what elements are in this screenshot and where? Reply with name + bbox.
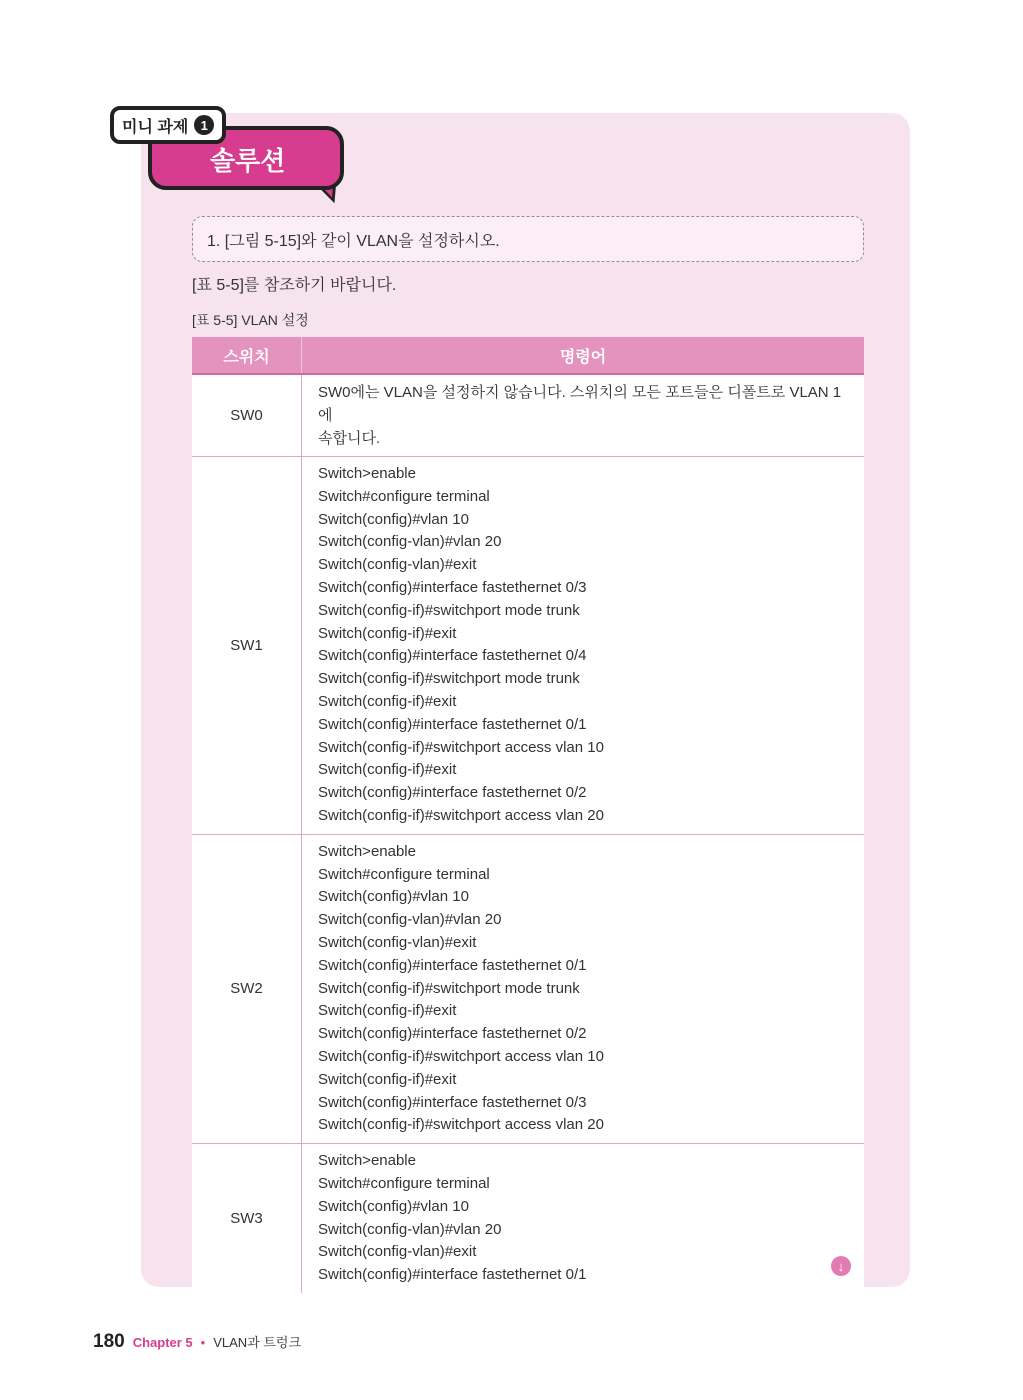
table-header-row [192, 337, 864, 374]
command-line: Switch(config)#vlan 10 [318, 510, 469, 528]
command-line: Switch(config-if)#exit [318, 1070, 457, 1088]
question-text: 1. [그림 5-15]와 같이 VLAN을 설정하시오. [207, 232, 500, 250]
switch-cell: SW1 [192, 457, 302, 835]
command-line: Switch(config)#vlan 10 [318, 888, 469, 906]
command-line: Switch(config-if)#switchport mode trunk [318, 670, 580, 688]
mini-task-badge [110, 106, 226, 144]
command-cell [302, 457, 865, 835]
command-line: Switch(config-if)#switchport access vlan 20 [318, 1116, 604, 1134]
chapter-title: VLAN과 트렁크 [213, 1335, 302, 1350]
command-line: Switch#configure terminal [318, 865, 490, 883]
mini-task-label: 미니 과제 [122, 118, 189, 136]
command-line: Switch(config)#interface fastethernet 0/1 [318, 956, 587, 974]
command-line: Switch>enable [318, 842, 416, 860]
description-line: SW0에는 VLAN을 설정하지 않습니다. 스위치의 모든 포트들은 디폴트로 VLAN 1에 [318, 384, 842, 424]
command-line: Switch(config-if)#switchport mode trunk [318, 601, 580, 619]
footer-bullet: • [200, 1335, 206, 1350]
command-line: Switch(config)#interface fastethernet 0/2 [318, 784, 587, 802]
command-line: Switch(config-if)#exit [318, 624, 457, 642]
command-line: Switch(config-if)#switchport access vlan 10 [318, 1047, 604, 1065]
page-footer [93, 1331, 301, 1353]
command-line: Switch(config-vlan)#exit [318, 1243, 477, 1261]
mini-task-number: 1 [194, 115, 214, 135]
header-switch: 스위치 [192, 337, 302, 374]
intro-text: [표 5-5]를 참조하기 바랍니다. [192, 277, 397, 294]
header-command: 명령어 [302, 337, 865, 374]
command-line: Switch#configure terminal [318, 487, 490, 505]
vlan-table [192, 337, 864, 1293]
question-box [192, 216, 864, 262]
command-line: Switch(config)#interface fastethernet 0/3 [318, 1093, 587, 1111]
command-line: Switch#configure terminal [318, 1174, 490, 1192]
table-row [192, 374, 864, 457]
page-number: 180 [93, 1331, 125, 1352]
switch-cell: SW2 [192, 834, 302, 1143]
solution-heading-text: 솔루션 [210, 145, 286, 176]
switch-cell: SW0 [192, 374, 302, 457]
command-line: Switch(config-vlan)#vlan 20 [318, 1220, 502, 1238]
chapter-label: Chapter 5 [132, 1335, 193, 1350]
command-line: Switch(config-vlan)#exit [318, 556, 477, 574]
arrow-down-icon: ↓ [831, 1256, 851, 1276]
command-line: Switch(config)#interface fastethernet 0/3 [318, 578, 587, 596]
command-cell [302, 834, 865, 1143]
command-cell [302, 1144, 865, 1293]
table-caption: [표 5-5] VLAN 설정 [192, 312, 309, 328]
command-line: Switch(config-if)#switchport access vlan 10 [318, 738, 604, 756]
command-line: Switch(config-if)#switchport mode trunk [318, 979, 580, 997]
description-line: 속합니다. [318, 430, 381, 447]
command-line: Switch(config-if)#exit [318, 761, 457, 779]
command-line: Switch(config-if)#exit [318, 1002, 457, 1020]
command-line: Switch(config-vlan)#vlan 20 [318, 911, 502, 929]
command-line: Switch(config)#interface fastethernet 0/2 [318, 1025, 587, 1043]
command-line: Switch(config)#interface fastethernet 0/1 [318, 715, 587, 733]
command-line: Switch>enable [318, 1152, 416, 1170]
command-line: Switch(config)#interface fastethernet 0/1 [318, 1266, 587, 1284]
command-line: Switch(config)#interface fastethernet 0/4 [318, 647, 587, 665]
command-line: Switch(config)#vlan 10 [318, 1197, 469, 1215]
table-row [192, 834, 864, 1143]
command-line: Switch(config-vlan)#exit [318, 933, 477, 951]
switch-cell: SW3 [192, 1144, 302, 1293]
table-row [192, 457, 864, 835]
command-line: Switch(config-vlan)#vlan 20 [318, 533, 502, 551]
table-row [192, 1144, 864, 1293]
command-line: Switch(config-if)#exit [318, 692, 457, 710]
command-line: Switch>enable [318, 465, 416, 482]
command-cell [302, 374, 865, 457]
command-line: Switch(config-if)#switchport access vlan 20 [318, 806, 604, 824]
